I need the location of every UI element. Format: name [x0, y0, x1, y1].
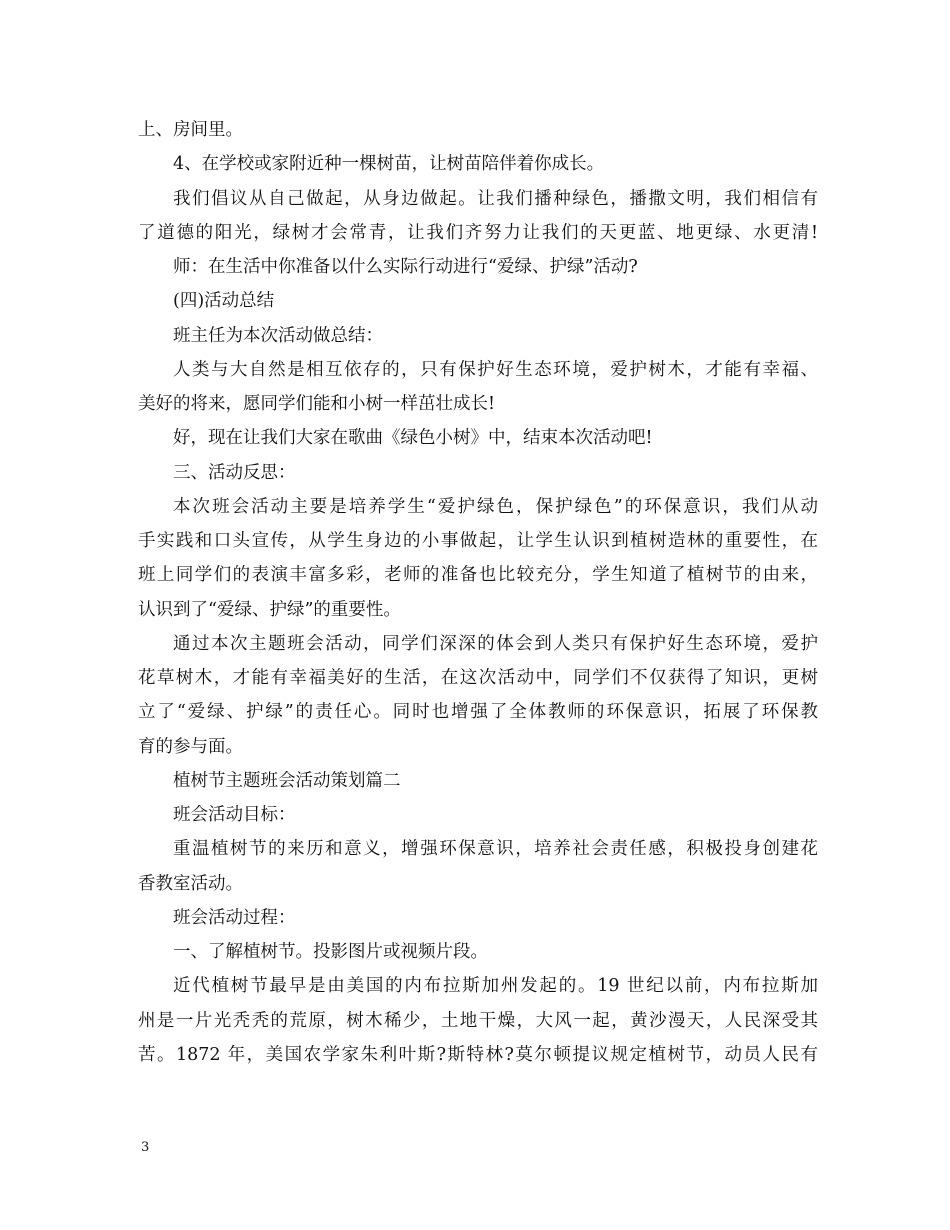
text-line: 植树节主题班会活动策划篇二 — [173, 770, 401, 791]
text-line: 花草树木，才能有幸福美好的生活，在这次活动中，同学们不仅获得了知识，更树 — [138, 668, 818, 688]
text-line: 立了“爱绿、护绿”的责任心。同时也增强了全体教师的环保意识，拓展了环保教 — [138, 702, 818, 723]
text-line: 班会活动过程： — [173, 907, 296, 928]
text-line: 认识到了“爱绿、护绿”的重要性。 — [138, 599, 401, 620]
text-line: 三、活动反思： — [173, 462, 296, 483]
text-line: 手实践和口头宣传，从学生身边的小事做起，让学生认识到植树造林的重要性，在 — [138, 531, 818, 551]
text-line: 4、在学校或家附近种一棵树苗，让树苗陪伴着你成长。 — [173, 154, 605, 175]
text-line: 美好的将来，愿同学们能和小树一样茁壮成长! — [138, 394, 496, 414]
text-line: 班上同学们的表演丰富多彩，老师的准备也比较充分，学生知道了植树节的由来， — [138, 565, 818, 586]
document-body — [138, 113, 818, 1072]
text-line: 苦。1872 年，美国农学家朱利叶斯?斯特林?莫尔顿提议规定植树节，动员人民有 — [138, 1044, 818, 1065]
text-line: 通过本次主题班会活动，同学们深深的体会到人类只有保护好生态环境，爱护 — [173, 633, 818, 654]
text-line: 重温植树节的来历和意义，增强环保意识，培养社会责任感，积极投身创建花 — [173, 839, 818, 860]
text-line: 州是一片光秃秃的荒原，树木稀少，土地干燥，大风一起，黄沙漫天，人民深受其 — [138, 1010, 818, 1031]
text-line: 了道德的阳光，绿树才会常青，让我们齐努力让我们的天更蓝、地更绿、水更清! — [138, 222, 818, 243]
text-line: 好，现在让我们大家在歌曲《绿色小树》中，结束本次活动吧! — [173, 428, 653, 449]
text-line: 近代植树节最早是由美国的内布拉斯加州发起的。19 世纪以前，内布拉斯加 — [173, 976, 818, 997]
text-line: 班主任为本次活动做总结： — [173, 325, 383, 346]
text-line: 师：在生活中你准备以什么实际行动进行“爱绿、护绿”活动? — [173, 257, 638, 277]
text-line: 本次班会活动主要是培养学生“爱护绿色，保护绿色”的环保意识，我们从动 — [173, 496, 818, 517]
text-line: 一、了解植树节。投影图片或视频片段。 — [173, 942, 488, 962]
text-line: 上、房间里。 — [138, 120, 243, 140]
text-line: (四)活动总结 — [173, 291, 275, 312]
text-line: 我们倡议从自己做起，从身边做起。让我们播种绿色，播撒文明，我们相信有 — [173, 188, 818, 209]
text-line: 育的参与面。 — [138, 736, 243, 757]
text-line: 班会活动目标： — [173, 805, 296, 825]
page-number: 3 — [141, 1140, 150, 1155]
text-line: 人类与大自然是相互依存的，只有保护好生态环境，爱护树木，才能有幸福、 — [173, 359, 818, 380]
text-line: 香教室活动。 — [138, 873, 243, 894]
